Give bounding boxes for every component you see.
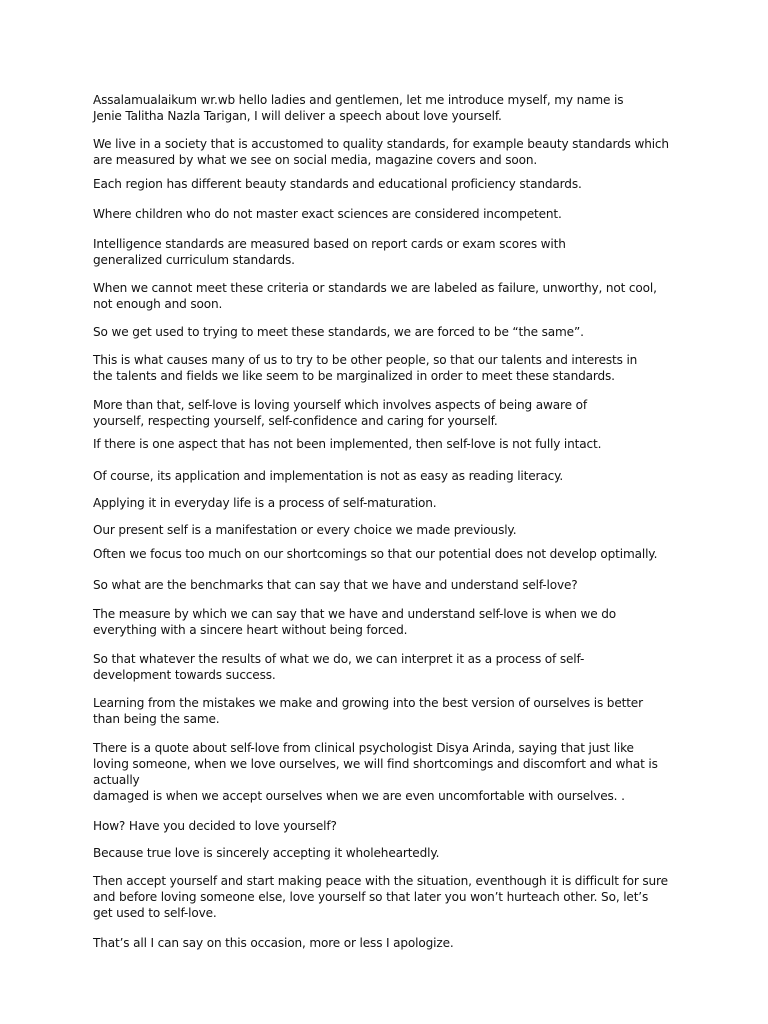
text-line: That’s all I can say on this occasion, more or less I apologize. <box>93 936 454 950</box>
text-line: and before loving someone else, love yourself so that later you won’t hurteach other. So, let’s <box>93 890 649 904</box>
text-line: Often we focus too much on our shortcomings so that our potential does not develop optimally. <box>93 547 658 561</box>
paragraph-region-standards <box>93 176 683 192</box>
text-line: actually <box>93 773 140 787</box>
paragraph-question <box>93 818 683 834</box>
text-line: Assalamualaikum wr.wb hello ladies and gentlemen, let me introduce myself, my name is <box>93 93 624 107</box>
text-line: everything with a sincere heart without being forced. <box>93 623 408 637</box>
paragraph-true-love <box>93 845 683 861</box>
text-line: How? Have you decided to love yourself? <box>93 819 337 833</box>
text-line: Each region has different beauty standards and educational proficiency standards. <box>93 177 582 191</box>
text-line: development towards success. <box>93 668 276 682</box>
text-line: generalized curriculum standards. <box>93 253 295 267</box>
text-line: Of course, its application and implementation is not as easy as reading literacy. <box>93 469 564 483</box>
paragraph-benchmarks <box>93 577 683 593</box>
text-line: Jenie Talitha Nazla Tarigan, I will deliver a speech about love yourself. <box>93 109 502 123</box>
text-line: This is what causes many of us to try to be other people, so that our talents and interests in <box>93 353 638 367</box>
text-line: The measure by which we can say that we have and understand self-love is when we do <box>93 607 616 621</box>
paragraph-self-development <box>93 651 683 683</box>
text-line: Then accept yourself and start making peace with the situation, eventhough it is difficult for sure <box>93 874 668 888</box>
text-line: the talents and fields we like seem to be marginalized in order to meet these standards. <box>93 369 615 383</box>
text-line: If there is one aspect that has not been implemented, then self-love is not fully intact. <box>93 437 602 451</box>
text-line: There is a quote about self-love from clinical psychologist Disya Arinda, saying that just like <box>93 741 634 755</box>
paragraph-not-intact <box>93 436 683 452</box>
text-line: loving someone, when we love ourselves, we will find shortcomings and discomfort and what is <box>93 757 658 771</box>
text-line: yourself, respecting yourself, self-confidence and caring for yourself. <box>93 414 498 428</box>
paragraph-closing <box>93 935 683 951</box>
paragraph-quote <box>93 740 683 804</box>
text-line: So that whatever the results of what we do, we can interpret it as a process of self- <box>93 652 585 666</box>
paragraph-labeled-failure <box>93 280 683 312</box>
text-line: We live in a society that is accustomed to quality standards, for example beauty standards which <box>93 137 669 151</box>
paragraph-accept-yourself <box>93 873 683 921</box>
paragraph-application <box>93 468 683 484</box>
text-line: More than that, self-love is loving yourself which involves aspects of being aware of <box>93 398 587 412</box>
paragraph-introduction <box>93 92 683 124</box>
text-line: are measured by what we see on social media, magazine covers and soon. <box>93 153 538 167</box>
paragraph-the-same <box>93 324 683 340</box>
text-line: So what are the benchmarks that can say that we have and understand self-love? <box>93 578 578 592</box>
text-line: Our present self is a manifestation or every choice we made previously. <box>93 523 517 537</box>
paragraph-learning-mistakes <box>93 695 683 727</box>
text-line: When we cannot meet these criteria or standards we are labeled as failure, unworthy, not cool, <box>93 281 657 295</box>
paragraph-present-self <box>93 522 683 538</box>
paragraph-shortcomings <box>93 546 683 562</box>
text-line: Where children who do not master exact sciences are considered incompetent. <box>93 207 562 221</box>
text-line: Learning from the mistakes we make and growing into the best version of ourselves is better <box>93 696 643 710</box>
text-line: Intelligence standards are measured based on report cards or exam scores with <box>93 237 566 251</box>
text-line: Because true love is sincerely accepting it wholeheartedly. <box>93 846 440 860</box>
text-line: So we get used to trying to meet these standards, we are forced to be “the same”. <box>93 325 584 339</box>
text-line: get used to self-love. <box>93 906 217 920</box>
paragraph-exact-sciences <box>93 206 683 222</box>
paragraph-other-people <box>93 352 683 384</box>
paragraph-intelligence-standards <box>93 236 683 268</box>
paragraph-measure <box>93 606 683 638</box>
paragraph-quality-standards <box>93 136 683 168</box>
paragraph-self-maturation <box>93 495 683 511</box>
text-line: damaged is when we accept ourselves when we are even uncomfortable with ourselves. . <box>93 789 625 803</box>
text-line: Applying it in everyday life is a process of self-maturation. <box>93 496 437 510</box>
paragraph-self-love-definition <box>93 397 683 429</box>
text-line: not enough and soon. <box>93 297 223 311</box>
text-line: than being the same. <box>93 712 220 726</box>
